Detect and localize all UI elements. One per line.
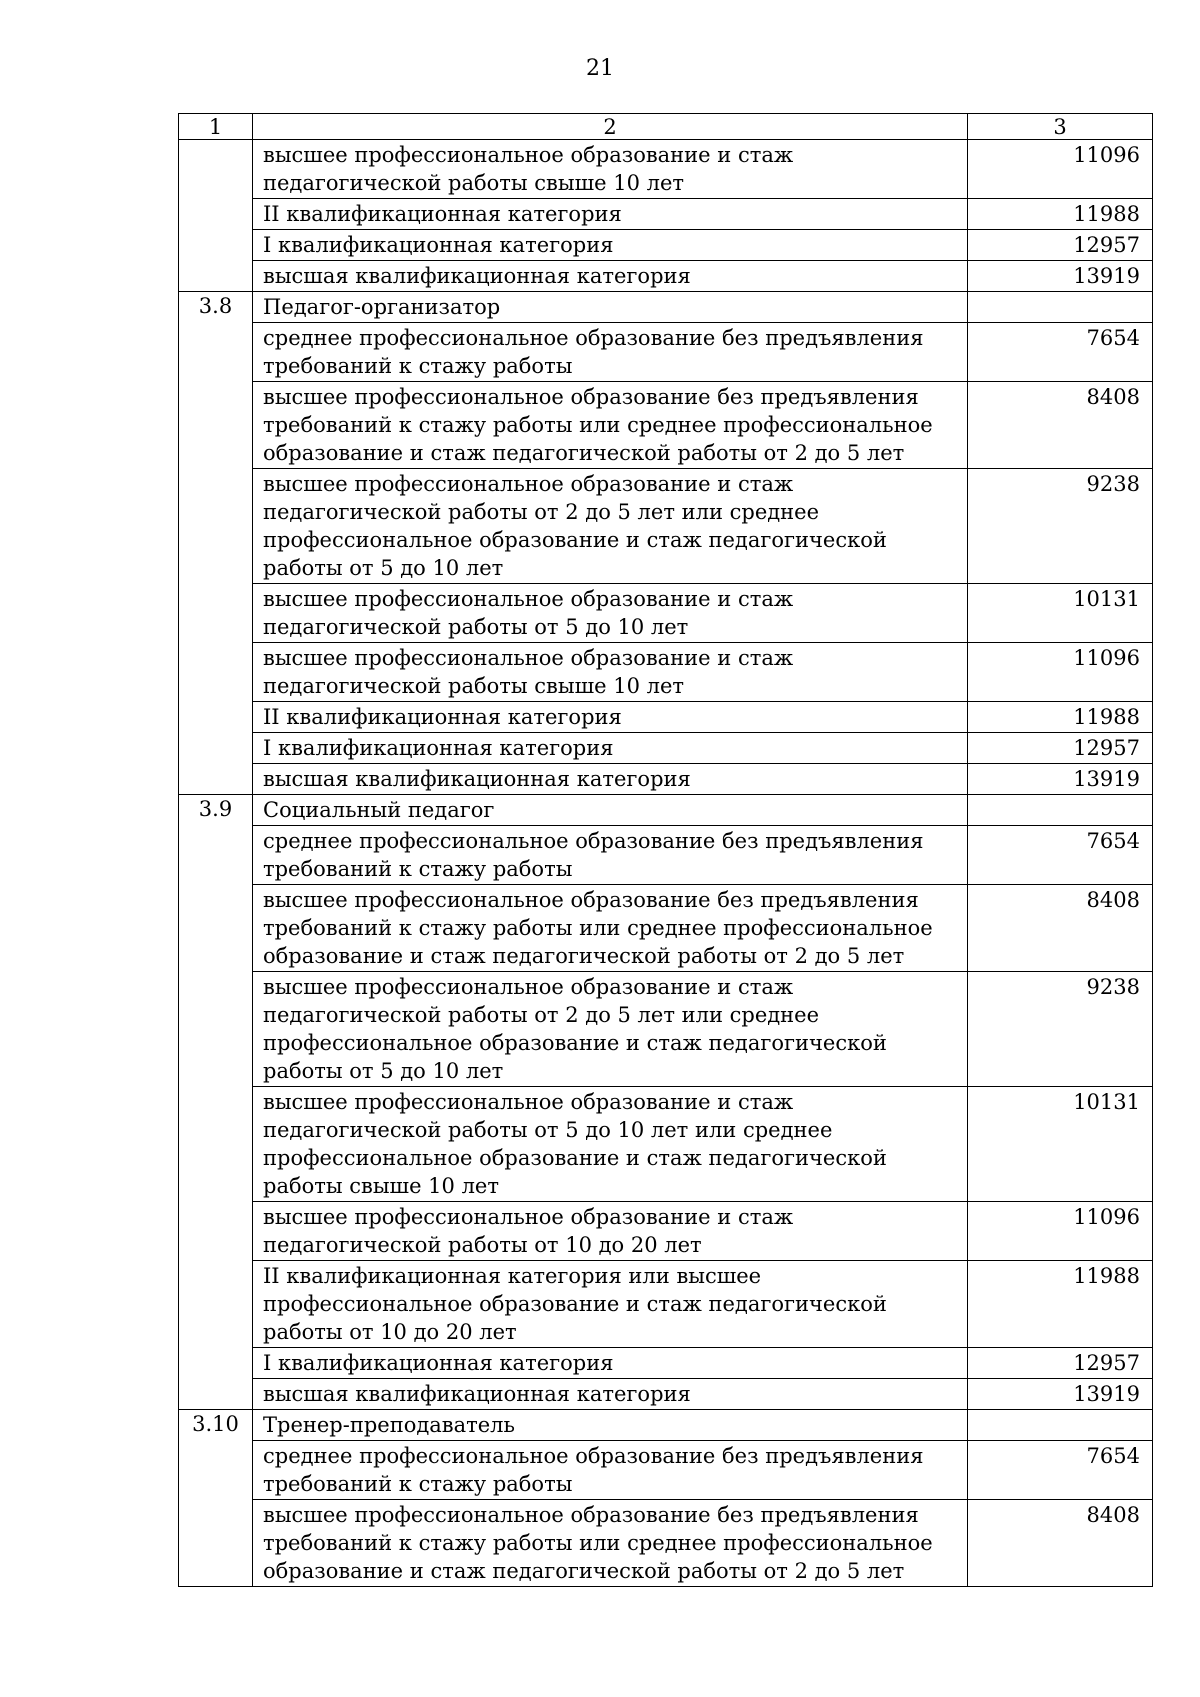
requirement-cell: среднее профессиональное образование без предъявления требований к стажу работы: [253, 323, 968, 382]
salary-value-cell: 11096: [968, 1202, 1153, 1261]
requirement-cell: высшее профессиональное образование без предъявления требований к стажу работы или среднее профессиональное образование и стаж педагогической работы от 2 до 5 лет: [253, 1500, 968, 1587]
table-row: [179, 261, 1153, 292]
salary-value-cell: 12957: [968, 733, 1153, 764]
salary-value-cell: 8408: [968, 382, 1153, 469]
salary-value-cell: 7654: [968, 826, 1153, 885]
table-row: [179, 584, 1153, 643]
table-row: [179, 199, 1153, 230]
section-number-cell: 3.8: [179, 292, 253, 795]
salary-value-cell: 10131: [968, 584, 1153, 643]
requirement-cell: высшее профессиональное образование и стаж педагогической работы от 5 до 10 лет или среднее профессиональное образование и стаж педагогической работы свыше 10 лет: [253, 1087, 968, 1202]
table-row: [179, 764, 1153, 795]
requirement-cell: высшее профессиональное образование и стаж педагогической работы от 5 до 10 лет: [253, 584, 968, 643]
header-col-3: 3: [968, 114, 1153, 140]
salary-value-cell: 10131: [968, 1087, 1153, 1202]
salary-value-cell: 11096: [968, 643, 1153, 702]
table-row: [179, 1261, 1153, 1348]
table-row: [179, 469, 1153, 584]
table-body: [179, 140, 1153, 1587]
requirement-cell: I квалификационная категория: [253, 733, 968, 764]
header-col-2: 2: [253, 114, 968, 140]
section-number-cell: 3.10: [179, 1410, 253, 1587]
requirement-cell: II квалификационная категория или высшее профессиональное образование и стаж педагогической работы от 10 до 20 лет: [253, 1261, 968, 1348]
requirement-cell: высшее профессиональное образование и стаж педагогической работы свыше 10 лет: [253, 140, 968, 199]
table-row: [179, 1500, 1153, 1587]
salary-value-cell: 9238: [968, 972, 1153, 1087]
salary-value-cell: 12957: [968, 1348, 1153, 1379]
table-row: [179, 323, 1153, 382]
section-number-cell: [179, 140, 253, 292]
table-row: [179, 1410, 1153, 1441]
requirement-cell: высшая квалификационная категория: [253, 1379, 968, 1410]
table-row: [179, 795, 1153, 826]
table-row: [179, 1348, 1153, 1379]
salary-value-cell: 11988: [968, 1261, 1153, 1348]
salary-value-cell: 8408: [968, 885, 1153, 972]
table-row: [179, 1087, 1153, 1202]
requirement-cell: высшая квалификационная категория: [253, 261, 968, 292]
requirement-cell: высшее профессиональное образование и стаж педагогической работы от 2 до 5 лет или среднее профессиональное образование и стаж педагогической работы от 5 до 10 лет: [253, 469, 968, 584]
table-header-row: [179, 114, 1153, 140]
salary-value-cell: 8408: [968, 1500, 1153, 1587]
table-row: [179, 1441, 1153, 1500]
requirement-cell: II квалификационная категория: [253, 199, 968, 230]
table-row: [179, 230, 1153, 261]
requirement-cell: высшее профессиональное образование и стаж педагогической работы от 10 до 20 лет: [253, 1202, 968, 1261]
table-row: [179, 292, 1153, 323]
requirement-cell: Тренер-преподаватель: [253, 1410, 968, 1441]
salary-value-cell: 7654: [968, 1441, 1153, 1500]
salary-value-cell: 11096: [968, 140, 1153, 199]
requirement-cell: среднее профессиональное образование без предъявления требований к стажу работы: [253, 826, 968, 885]
requirement-cell: среднее профессиональное образование без предъявления требований к стажу работы: [253, 1441, 968, 1500]
requirement-cell: высшее профессиональное образование и стаж педагогической работы свыше 10 лет: [253, 643, 968, 702]
table-row: [179, 140, 1153, 199]
table-row: [179, 1379, 1153, 1410]
salary-value-cell: [968, 1410, 1153, 1441]
requirement-cell: высшее профессиональное образование и стаж педагогической работы от 2 до 5 лет или среднее профессиональное образование и стаж педагогической работы от 5 до 10 лет: [253, 972, 968, 1087]
header-col-1: 1: [179, 114, 253, 140]
requirement-cell: высшая квалификационная категория: [253, 764, 968, 795]
requirement-cell: I квалификационная категория: [253, 230, 968, 261]
table-row: [179, 643, 1153, 702]
table-row: [179, 382, 1153, 469]
requirement-cell: II квалификационная категория: [253, 702, 968, 733]
salary-value-cell: [968, 795, 1153, 826]
table-row: [179, 885, 1153, 972]
salary-value-cell: 9238: [968, 469, 1153, 584]
salary-value-cell: 13919: [968, 764, 1153, 795]
section-number-cell: 3.9: [179, 795, 253, 1410]
salary-value-cell: 13919: [968, 1379, 1153, 1410]
table-row: [179, 733, 1153, 764]
requirement-cell: Социальный педагог: [253, 795, 968, 826]
salary-table: [178, 113, 1153, 1587]
salary-value-cell: 11988: [968, 702, 1153, 733]
salary-value-cell: 12957: [968, 230, 1153, 261]
salary-value-cell: 11988: [968, 199, 1153, 230]
table-row: [179, 1202, 1153, 1261]
requirement-cell: высшее профессиональное образование без предъявления требований к стажу работы или среднее профессиональное образование и стаж педагогической работы от 2 до 5 лет: [253, 885, 968, 972]
requirement-cell: Педагог-организатор: [253, 292, 968, 323]
table-row: [179, 972, 1153, 1087]
table-row: [179, 702, 1153, 733]
requirement-cell: I квалификационная категория: [253, 1348, 968, 1379]
salary-value-cell: 13919: [968, 261, 1153, 292]
requirement-cell: высшее профессиональное образование без предъявления требований к стажу работы или среднее профессиональное образование и стаж педагогической работы от 2 до 5 лет: [253, 382, 968, 469]
salary-value-cell: 7654: [968, 323, 1153, 382]
table-row: [179, 826, 1153, 885]
salary-value-cell: [968, 292, 1153, 323]
page-number: 21: [586, 56, 614, 81]
